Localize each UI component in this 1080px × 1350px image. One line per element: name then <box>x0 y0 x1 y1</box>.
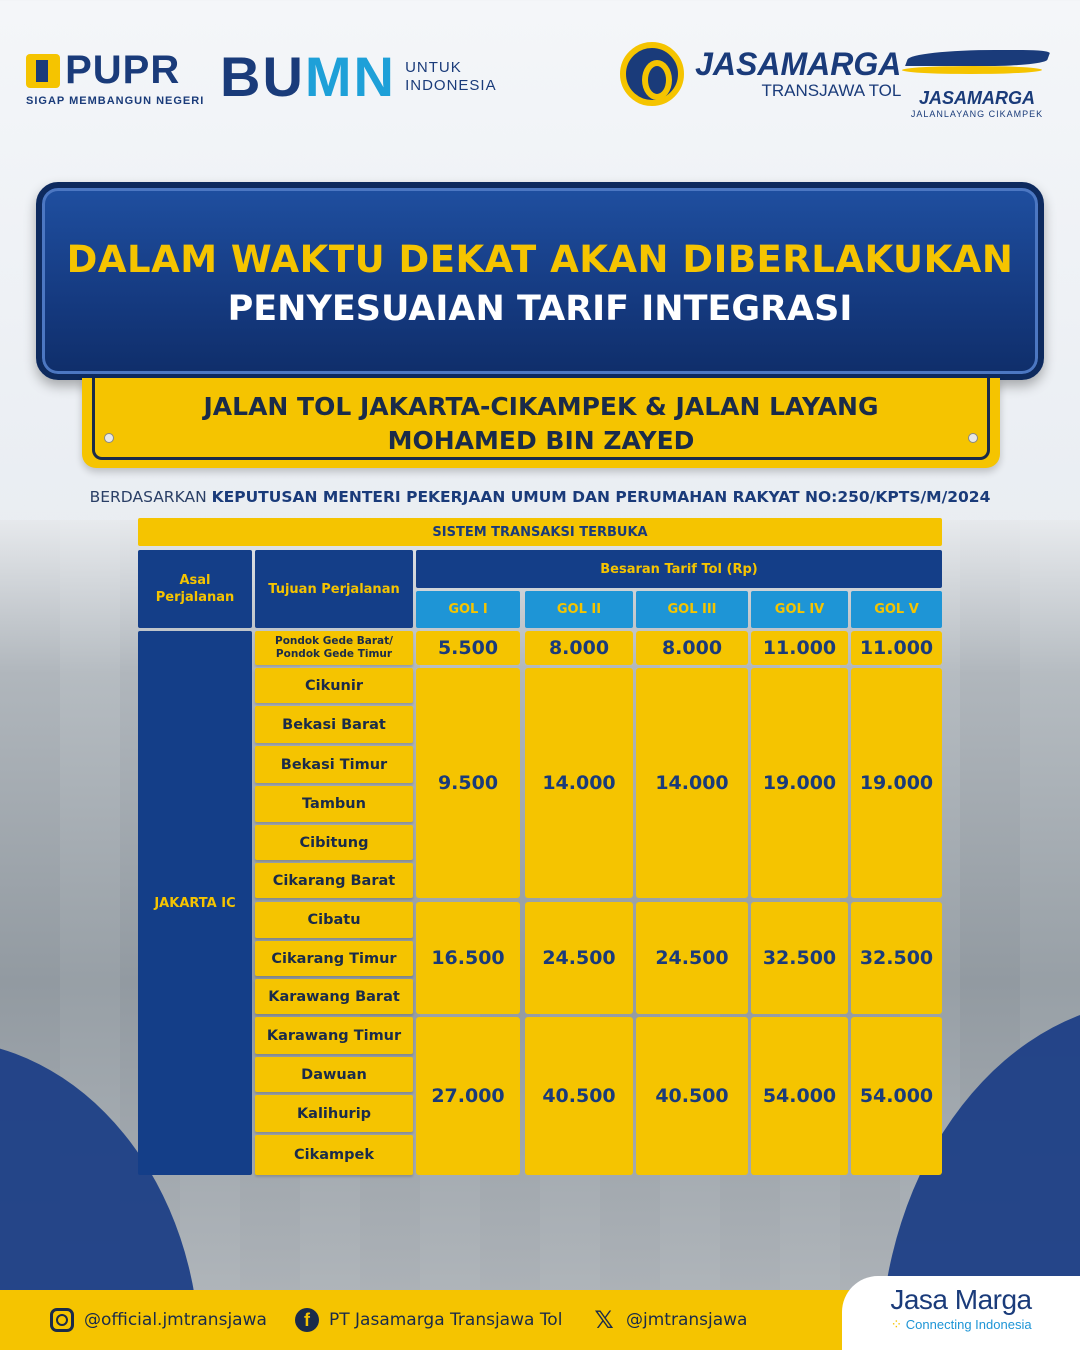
tariff-column-header: Besaran Tarif Tol (Rp) <box>416 550 942 588</box>
instagram-icon <box>50 1308 74 1332</box>
jasamarga-emblem-icon <box>620 42 684 106</box>
destination-cell: Cikunir <box>255 668 413 703</box>
road-sign-banner <box>82 378 1000 468</box>
destination-column-header: Tujuan Perjalanan <box>255 550 413 628</box>
bumn-tagline-line2: INDONESIA <box>405 76 497 94</box>
pupr-logo <box>26 48 204 107</box>
tariff-value-cell: 54.000 <box>851 1017 942 1175</box>
decree-text: KEPUTUSAN MENTERI PEKERJAAN UMUM DAN PERUMAHAN RAKYAT NO:250/KPTS/M/2024 <box>211 488 991 506</box>
origin-column-header: Asal Perjalanan <box>138 550 252 628</box>
destination-cell: Cibitung <box>255 825 413 860</box>
tariff-value-cell: 40.500 <box>636 1017 748 1175</box>
pupr-emblem-icon <box>26 54 60 88</box>
destination-cell: Cikampek <box>255 1135 413 1175</box>
jasamarga-transjawa-sub: TRANSJAWA TOL <box>761 81 902 100</box>
brand-name: Jasa Marga <box>890 1284 1032 1315</box>
bumn-name-part2: MN <box>304 45 396 108</box>
tariff-value-cell: 24.500 <box>636 902 748 1014</box>
brand-tagline <box>842 1316 1080 1333</box>
brand-tagline-text: Connecting Indonesia <box>905 1317 1032 1332</box>
destination-cell: Tambun <box>255 786 413 822</box>
tariff-value-cell: 14.000 <box>525 668 633 898</box>
bumn-name-part1: BU <box>220 45 305 108</box>
destination-cell: Pondok Gede Barat/ Pondok Gede Timur <box>255 631 413 665</box>
x-link[interactable] <box>592 1308 747 1332</box>
tariff-value-cell: 24.500 <box>525 902 633 1014</box>
jasa-marga-brand <box>842 1276 1080 1350</box>
destination-cell: Bekasi Timur <box>255 746 413 783</box>
tariff-value-cell: 8.000 <box>636 631 748 665</box>
destination-cell: Cikarang Barat <box>255 863 413 898</box>
tariff-value-cell: 32.500 <box>751 902 848 1014</box>
tariff-value-cell: 54.000 <box>751 1017 848 1175</box>
tariff-value-cell: 19.000 <box>851 668 942 898</box>
x-icon: 𝕏 <box>594 1306 614 1334</box>
pupr-tagline: SIGAP MEMBANGUN NEGERI <box>26 95 205 107</box>
destination-cell: Cikarang Timur <box>255 941 413 976</box>
tariff-value-cell: 11.000 <box>751 631 848 665</box>
tariff-value-cell: 16.500 <box>416 902 520 1014</box>
jasamarga-cikampek-sub: JALANLAYANG CIKAMPEK <box>910 109 1044 119</box>
decree-reference <box>0 488 1080 506</box>
tariff-value-cell: 19.000 <box>751 668 848 898</box>
headline-line2: PENYESUAIAN TARIF INTEGRASI <box>227 289 853 329</box>
instagram-link[interactable] <box>50 1308 267 1332</box>
connect-dots-icon: ⁘ <box>890 1316 903 1332</box>
instagram-handle: @official.jmtransjawa <box>84 1310 267 1330</box>
destination-cell: Dawuan <box>255 1057 413 1092</box>
destination-cell: Cibatu <box>255 902 413 938</box>
jasamarga-transjawa-logo <box>620 42 901 106</box>
logo-bar <box>0 40 1080 130</box>
bumn-name <box>220 44 396 109</box>
destination-cell: Karawang Barat <box>255 979 413 1014</box>
tariff-value-cell: 14.000 <box>636 668 748 898</box>
origin-cell: JAKARTA IC <box>138 631 252 1175</box>
bumn-tagline-line1: UNTUK <box>405 58 462 76</box>
headline-panel <box>36 182 1044 380</box>
facebook-name: PT Jasamarga Transjawa Tol <box>329 1310 563 1330</box>
road-name-line2: MOHAMED BIN ZAYED <box>387 426 695 455</box>
pupr-name: PUPR <box>65 48 181 92</box>
tariff-value-cell: 32.500 <box>851 902 942 1014</box>
tariff-value-cell: 9.500 <box>416 668 520 898</box>
destination-cell: Bekasi Barat <box>255 706 413 743</box>
facebook-icon: f <box>295 1308 319 1332</box>
decree-prefix: BERDASARKAN <box>89 488 207 506</box>
tariff-value-cell: 40.500 <box>525 1017 633 1175</box>
tariff-value-cell: 11.000 <box>851 631 942 665</box>
jasamarga-transjawa-name: JASAMARGA <box>695 46 902 82</box>
class-header: GOL II <box>525 591 633 628</box>
facebook-link[interactable] <box>295 1308 562 1332</box>
road-name-line1: JALAN TOL JAKARTA-CIKAMPEK & JALAN LAYANG <box>203 392 879 421</box>
tariff-value-cell: 5.500 <box>416 631 520 665</box>
destination-cell: Karawang Timur <box>255 1017 413 1054</box>
bumn-tagline <box>405 59 497 95</box>
bumn-logo <box>220 44 497 109</box>
class-header: GOL I <box>416 591 520 628</box>
jasamarga-cikampek-name: JASAMARGA <box>918 88 1035 108</box>
class-header: GOL III <box>636 591 748 628</box>
class-header: GOL IV <box>751 591 848 628</box>
jasamarga-cikampek-logo <box>902 46 1052 119</box>
destination-cell: Kalihurip <box>255 1095 413 1132</box>
system-label: SISTEM TRANSAKSI TERBUKA <box>138 518 942 546</box>
tariff-value-cell: 8.000 <box>525 631 633 665</box>
x-handle: @jmtransjawa <box>626 1310 748 1330</box>
class-header: GOL V <box>851 591 942 628</box>
headline-line1: DALAM WAKTU DEKAT AKAN DIBERLAKUKAN <box>66 238 1014 281</box>
elevated-road-icon <box>902 46 1052 84</box>
tariff-value-cell: 27.000 <box>416 1017 520 1175</box>
